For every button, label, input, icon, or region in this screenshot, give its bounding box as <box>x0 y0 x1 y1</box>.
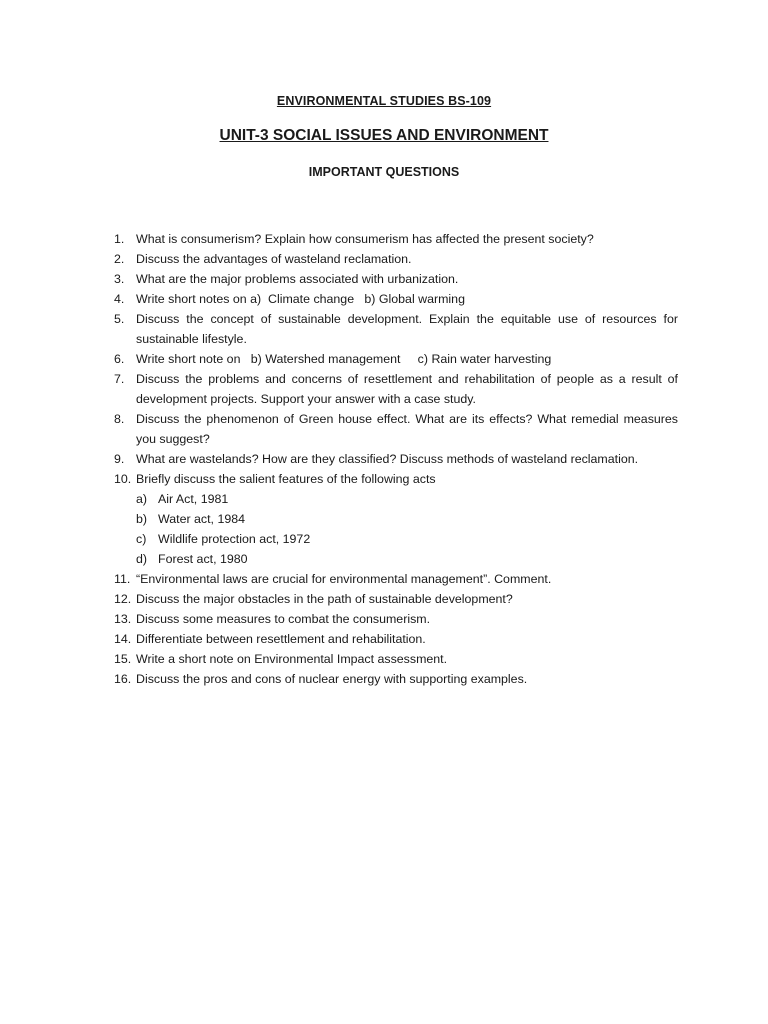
act-item <box>136 509 678 529</box>
question-item <box>104 289 678 309</box>
question-number: 5. <box>114 312 125 326</box>
question-text: Discuss some measures to combat the consumerism. <box>136 612 431 626</box>
section-subtitle: IMPORTANT QUESTIONS <box>308 165 460 179</box>
acts-sublist <box>136 489 678 569</box>
question-item <box>104 369 678 409</box>
act-label: d) <box>136 552 148 566</box>
question-item <box>104 229 678 249</box>
question-item <box>104 569 678 589</box>
act-item <box>136 529 678 549</box>
question-text: Differentiate between resettlement and rehabilitation. <box>136 632 426 646</box>
question-text-with-subitems <box>136 469 678 569</box>
question-number: 13. <box>114 612 132 626</box>
question-item <box>104 589 678 609</box>
question-item <box>104 309 678 349</box>
question-text: What is consumerism? Explain how consumerism has affected the present society? <box>136 232 594 246</box>
question-number: 9. <box>114 452 125 466</box>
question-number: 15. <box>114 652 132 666</box>
question-text: Discuss the pros and cons of nuclear energy with supporting examples. <box>136 672 528 686</box>
act-label: a) <box>136 492 148 506</box>
question-number: 3. <box>114 272 125 286</box>
question-item <box>104 649 678 669</box>
course-title: ENVIRONMENTAL STUDIES BS-109 <box>276 94 492 108</box>
act-item <box>136 489 678 509</box>
act-text: Air Act, 1981 <box>158 492 229 506</box>
question-number: 6. <box>114 352 125 366</box>
question-text: Write short note on b) Watershed management c) Rain water harvesting <box>136 352 552 366</box>
question-number: 14. <box>114 632 132 646</box>
question-item <box>104 449 678 469</box>
question-item <box>104 269 678 289</box>
question-text: Discuss the major obstacles in the path of sustainable development? <box>136 592 513 606</box>
unit-title: UNIT-3 SOCIAL ISSUES AND ENVIRONMENT <box>219 127 549 144</box>
question-text: Discuss the concept of sustainable development. Explain the equitable use of resources for sustainable lifestyle. <box>136 312 678 346</box>
act-text: Forest act, 1980 <box>158 552 248 566</box>
question-number: 4. <box>114 292 125 306</box>
act-label: b) <box>136 512 148 526</box>
question-text: “Environmental laws are crucial for environmental management”. Comment. <box>136 572 552 586</box>
question-list <box>104 229 678 689</box>
question-item <box>104 669 678 689</box>
question-text: Discuss the advantages of wasteland reclamation. <box>136 252 412 266</box>
question-text: Discuss the problems and concerns of resettlement and rehabilitation of people as a result of development projects. Support your answer with a case study. <box>136 372 678 406</box>
question-number: 16. <box>114 672 132 686</box>
question-number: 8. <box>114 412 125 426</box>
question-item <box>104 469 678 569</box>
question-item <box>104 629 678 649</box>
question-number: 1. <box>114 232 125 246</box>
question-text: Discuss the phenomenon of Green house effect. What are its effects? What remedial measures you suggest? <box>136 412 678 446</box>
act-item <box>136 549 678 569</box>
question-item <box>104 249 678 269</box>
question-text: Briefly discuss the salient features of the following acts <box>136 472 436 486</box>
question-item <box>104 409 678 449</box>
act-label: c) <box>136 532 147 546</box>
question-item <box>104 609 678 629</box>
question-number: 11. <box>114 572 131 586</box>
question-number: 7. <box>114 372 125 386</box>
question-text: Write short notes on a) Climate change b) Global warming <box>136 292 465 306</box>
question-item <box>104 349 678 369</box>
act-text: Wildlife protection act, 1972 <box>158 532 311 546</box>
question-text: Write a short note on Environmental Impact assessment. <box>136 652 448 666</box>
question-text: What are the major problems associated with urbanization. <box>136 272 459 286</box>
question-text: What are wastelands? How are they classified? Discuss methods of wasteland reclamation. <box>136 452 639 466</box>
act-text: Water act, 1984 <box>158 512 246 526</box>
question-number: 2. <box>114 252 125 266</box>
question-number: 10. <box>114 472 132 486</box>
question-number: 12. <box>114 592 132 606</box>
